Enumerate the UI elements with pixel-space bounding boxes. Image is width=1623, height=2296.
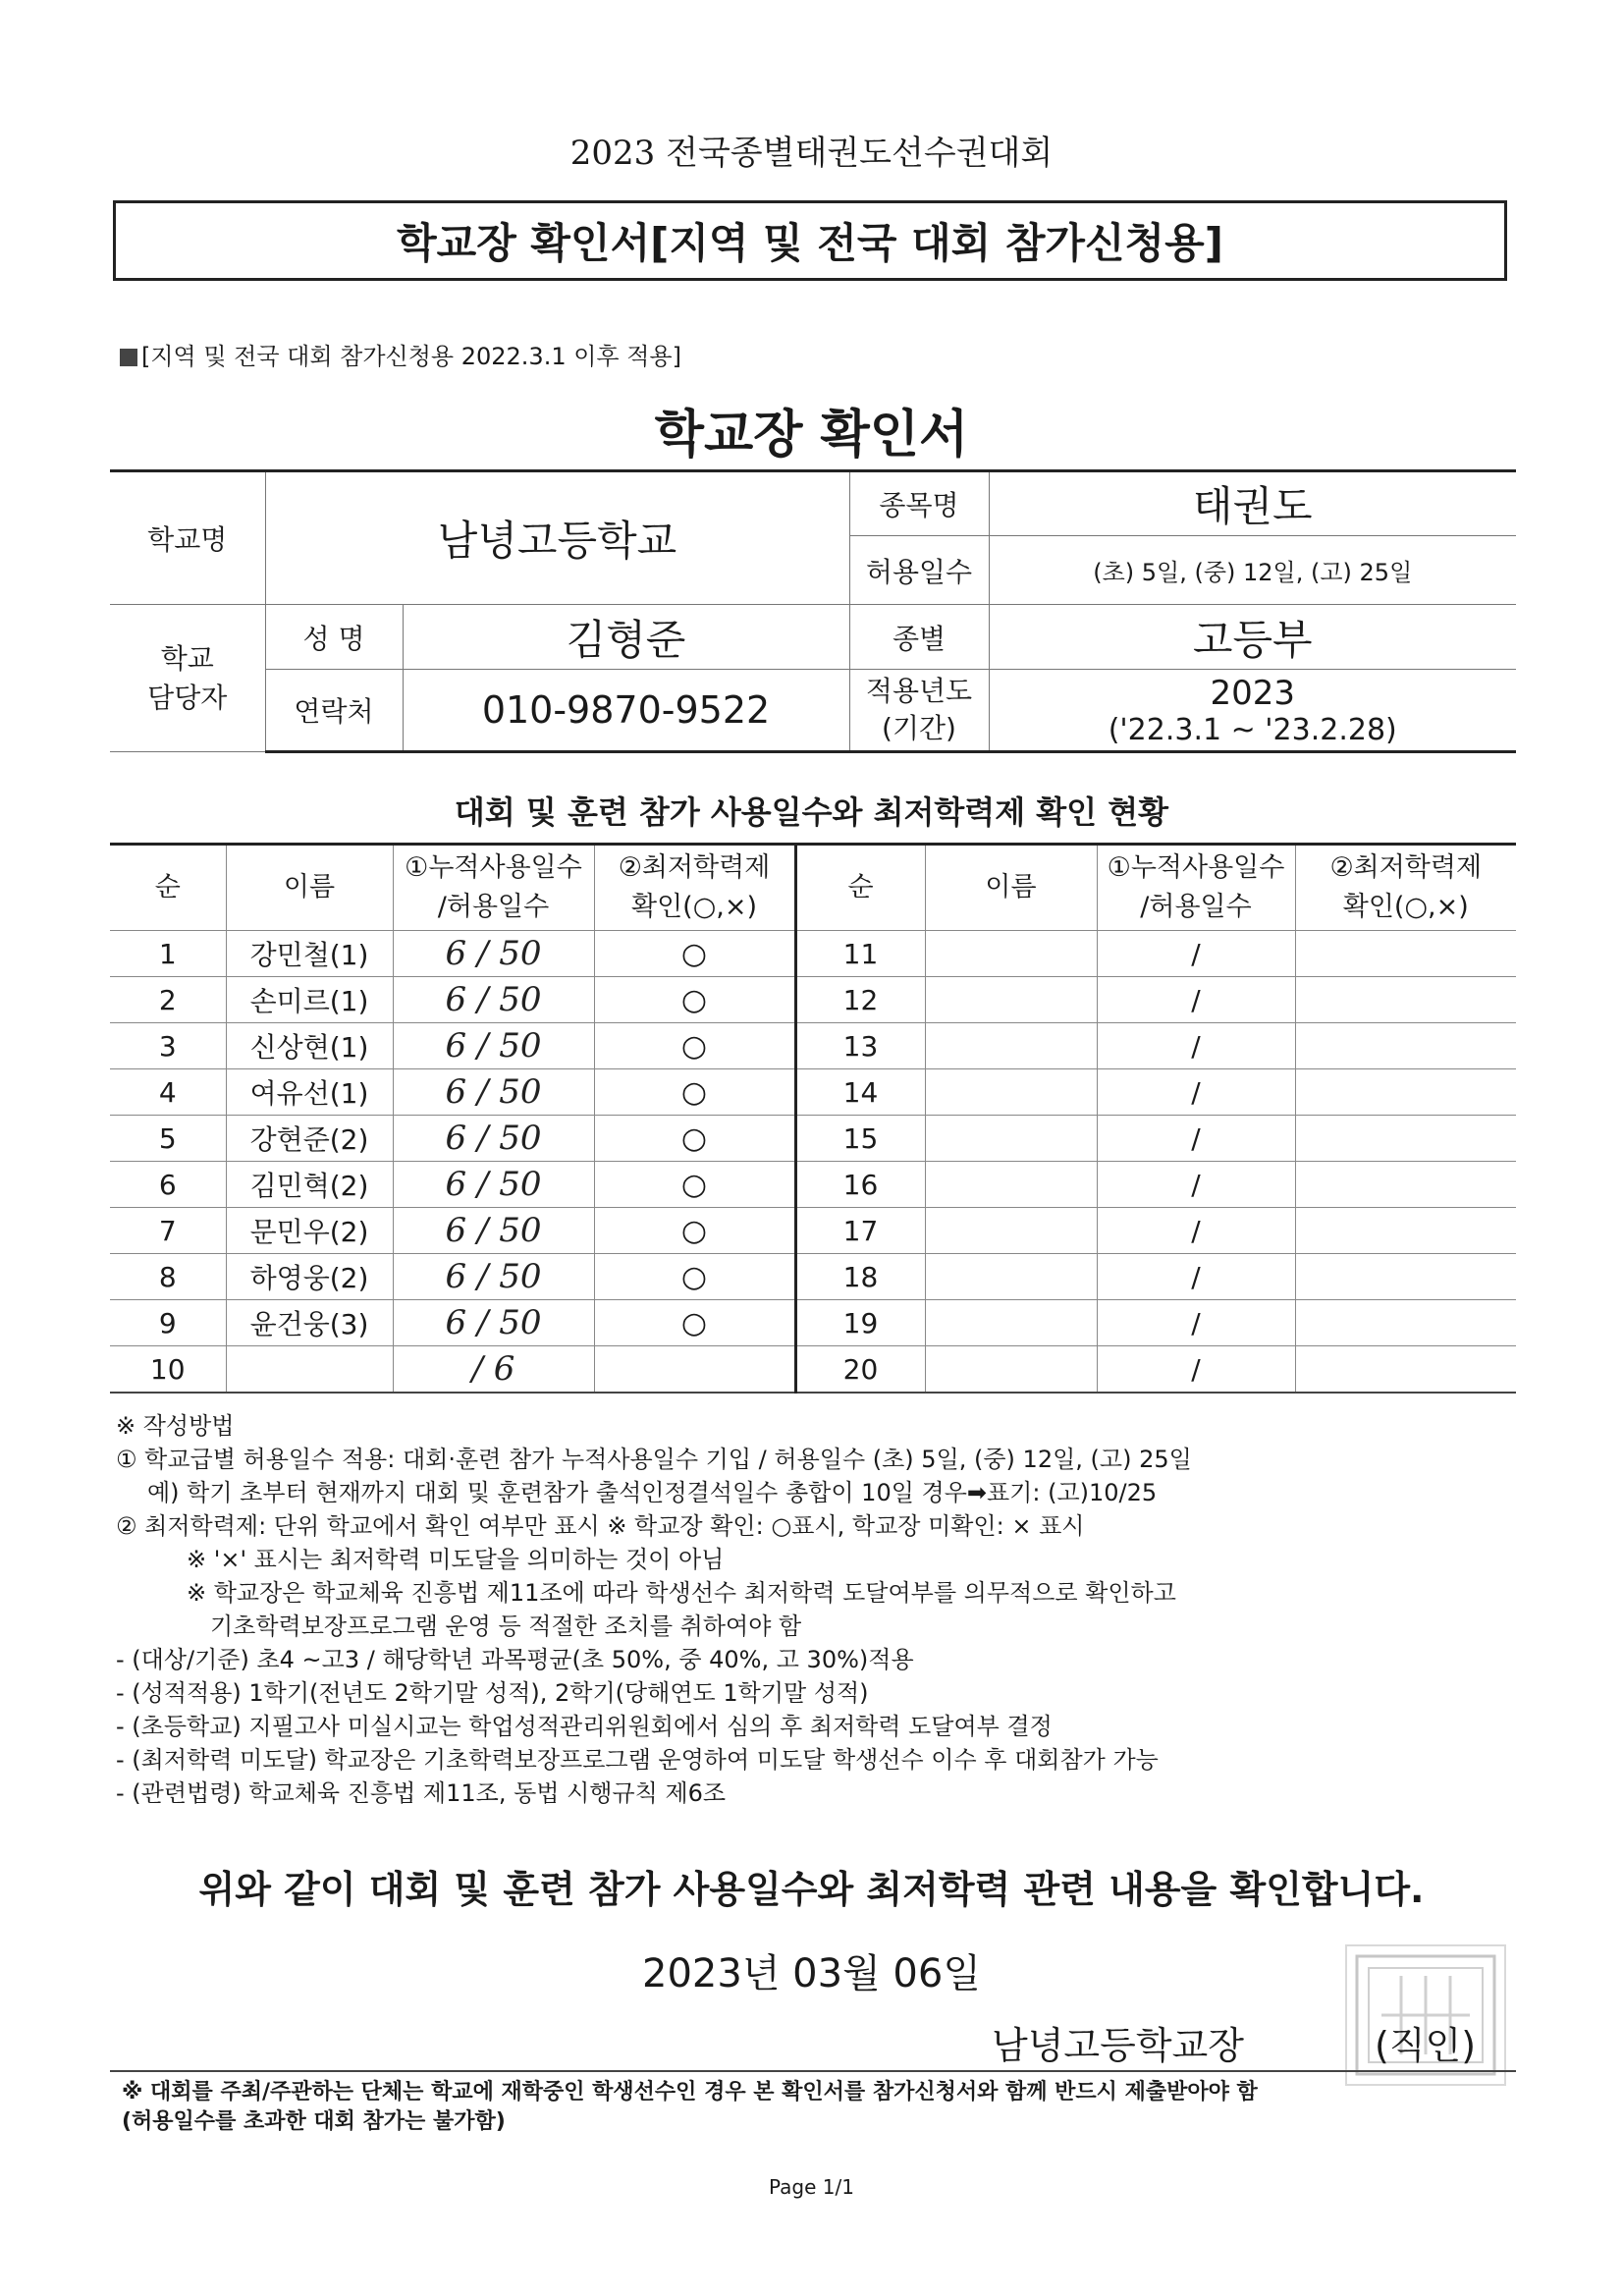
row-name-right (925, 931, 1097, 977)
table-row (110, 1162, 1516, 1208)
col-days (393, 845, 594, 931)
row-days-right: / (1097, 1162, 1295, 1208)
table-row (110, 1300, 1516, 1346)
col-days-line1: ①누적사용일수 (405, 852, 582, 883)
col-days-right (1097, 845, 1295, 931)
contact-group-label: 학교 담당자 (110, 605, 265, 752)
row-no-right: 17 (795, 1208, 925, 1254)
col-grade-line2: 확인(○,×) (631, 892, 757, 922)
row-no-right: 14 (795, 1069, 925, 1116)
row-check: ○ (594, 977, 795, 1023)
row-name (226, 1346, 393, 1394)
row-days: 6 / 50 (393, 1116, 594, 1162)
row-check: ○ (594, 1116, 795, 1162)
row-name: 윤건웅(3) (226, 1300, 393, 1346)
row-no: 8 (110, 1254, 226, 1300)
row-name-right (925, 1069, 1097, 1116)
document-title: 학교장 확인서 (654, 406, 969, 465)
table-row (110, 1346, 1516, 1394)
row-check: ○ (594, 1208, 795, 1254)
allowed-days-label: 허용일수 (849, 536, 989, 605)
row-name-right (925, 1254, 1097, 1300)
footnote-line-1: ※ 대회를 주최/주관하는 단체는 학교에 재학중인 학생선수인 경우 본 확인서를 참가신청서와 함께 반드시 제출받아야 함 (122, 2080, 1258, 2105)
row-name: 손미르(1) (226, 977, 393, 1023)
division-label: 종별 (849, 605, 989, 670)
row-name-right (925, 1023, 1097, 1069)
table-row (110, 931, 1516, 977)
row-check: ○ (594, 931, 795, 977)
row-no-right: 16 (795, 1162, 925, 1208)
school-value: 남녕고등학교 (265, 471, 849, 605)
row-no-right: 12 (795, 977, 925, 1023)
row-no-right: 13 (795, 1023, 925, 1069)
roster-table (110, 843, 1516, 1394)
row-name: 강현준(2) (226, 1116, 393, 1162)
row-days-right: / (1097, 1346, 1295, 1394)
row-days: 6 / 50 (393, 1300, 594, 1346)
section-title: 대회 및 훈련 참가 사용일수와 최저학력제 확인 현황 (454, 793, 1169, 831)
form-note (120, 337, 681, 371)
col-name-right: 이름 (925, 845, 1097, 931)
row-check-right (1295, 1346, 1516, 1394)
row-days: / 6 (393, 1346, 594, 1394)
row-no: 7 (110, 1208, 226, 1254)
row-days: 6 / 50 (393, 931, 594, 977)
row-check-right (1295, 1162, 1516, 1208)
col-grade-line1: ②최저학력제 (618, 852, 771, 883)
year-value: 2023 (1210, 673, 1296, 713)
event-title: 2023 전국종별태권도선수권대회 (569, 134, 1054, 173)
instruction-line: - (최저학력 미도달) 학교장은 기초학력보장프로그램 운영하여 미도달 학생선수 이수 후 대회참가 가능 (116, 1746, 1159, 1774)
instruction-line: ※ 학교장은 학교체육 진흥법 제11조에 따라 학생선수 최저학력 도달여부를 의무적으로 확인하고 (187, 1579, 1176, 1607)
row-name-right (925, 1346, 1097, 1394)
row-name: 문민우(2) (226, 1208, 393, 1254)
instruction-line: - (초등학교) 지필고사 미실시교는 학업성적관리위원회에서 심의 후 최저학력 도달여부 결정 (116, 1713, 1053, 1740)
row-check: ○ (594, 1254, 795, 1300)
footnote (122, 2078, 1516, 2137)
row-check: ○ (594, 1300, 795, 1346)
row-no: 6 (110, 1162, 226, 1208)
row-days: 6 / 50 (393, 1254, 594, 1300)
instructions (116, 1409, 1510, 1810)
row-no: 9 (110, 1300, 226, 1346)
phone-label: 연락처 (265, 670, 403, 752)
row-no-right: 19 (795, 1300, 925, 1346)
col-days-right-line1: ①누적사용일수 (1107, 852, 1285, 883)
instruction-line: ① 학교급별 허용일수 적용: 대회·훈련 참가 누적사용일수 기입 / 허용일수 (초) 5일, (중) 12일, (고) 25일 (116, 1446, 1192, 1473)
row-no-right: 18 (795, 1254, 925, 1300)
period-value: ('22.3.1 ~ '23.2.28) (1108, 712, 1397, 747)
row-name: 여유선(1) (226, 1069, 393, 1116)
row-check-right (1295, 977, 1516, 1023)
col-grade-right-line1: ②최저학력제 (1329, 852, 1483, 883)
row-no: 1 (110, 931, 226, 977)
row-check-right (1295, 1300, 1516, 1346)
form-note-text: [지역 및 전국 대회 참가신청용 2022.3.1 이후 적용] (141, 343, 681, 370)
header-box-text: 학교장 확인서[지역 및 전국 대회 참가신청용] (397, 219, 1223, 267)
row-check-right (1295, 931, 1516, 977)
row-name-right (925, 1162, 1097, 1208)
row-name-right (925, 1116, 1097, 1162)
row-name: 강민철(1) (226, 931, 393, 977)
allowed-days-value: (초) 5일, (중) 12일, (고) 25일 (989, 536, 1516, 605)
instruction-line: - (성적적용) 1학기(전년도 2학기말 성적), 2학기(당해연도 1학기말 성적) (116, 1679, 869, 1707)
row-days: 6 / 50 (393, 1069, 594, 1116)
row-days-right: / (1097, 1023, 1295, 1069)
table-row (110, 1023, 1516, 1069)
row-days-right: / (1097, 931, 1295, 977)
row-check: ○ (594, 1023, 795, 1069)
name-label: 성 명 (265, 605, 403, 670)
table-row (110, 1116, 1516, 1162)
col-grade (594, 845, 795, 931)
col-grade-right-line2: 확인(○,×) (1342, 892, 1469, 922)
col-days-line2: /허용일수 (437, 892, 550, 922)
roster-body (110, 931, 1516, 1394)
seal-label: (직인) (1375, 2024, 1477, 2067)
row-days: 6 / 50 (393, 977, 594, 1023)
instruction-line: - (관련법령) 학교체육 진흥법 제11조, 동법 시행규칙 제6조 (116, 1779, 727, 1807)
row-name: 하영웅(2) (226, 1254, 393, 1300)
row-no: 4 (110, 1069, 226, 1116)
row-no: 2 (110, 977, 226, 1023)
row-no: 5 (110, 1116, 226, 1162)
row-days: 6 / 50 (393, 1023, 594, 1069)
col-name: 이름 (226, 845, 393, 931)
row-check-right (1295, 1208, 1516, 1254)
row-check-right (1295, 1254, 1516, 1300)
sport-label: 종목명 (849, 471, 989, 536)
info-table (110, 469, 1516, 753)
school-label: 학교명 (110, 471, 265, 605)
name-value: 김형준 (403, 605, 849, 670)
row-name: 김민혁(2) (226, 1162, 393, 1208)
instruction-line: ※ 작성방법 (116, 1412, 235, 1440)
col-days-right-line2: /허용일수 (1140, 892, 1252, 922)
confirmation-statement: 위와 같이 대회 및 훈련 참가 사용일수와 최저학력 관련 내용을 확인합니다. (198, 1868, 1425, 1911)
row-days-right: / (1097, 1069, 1295, 1116)
row-name-right (925, 977, 1097, 1023)
year-cell (989, 670, 1516, 752)
instruction-line: ※ '×' 표시는 최저학력 미도달을 의미하는 것이 아님 (187, 1546, 725, 1573)
row-days-right: / (1097, 1300, 1295, 1346)
row-days-right: / (1097, 1116, 1295, 1162)
phone-value: 010-9870-9522 (403, 670, 849, 752)
instruction-line: 예) 학기 초부터 현재까지 대회 및 훈련참가 출석인정결석일수 총합이 10일 경우➡표기: (고)10/25 (147, 1479, 1158, 1506)
row-name-right (925, 1208, 1097, 1254)
principal-name: 남녕고등학교장 (992, 2024, 1244, 2067)
table-row (110, 1069, 1516, 1116)
row-days-right: / (1097, 1254, 1295, 1300)
row-check: ○ (594, 1069, 795, 1116)
col-grade-right (1295, 845, 1516, 931)
square-bullet-icon (120, 349, 137, 366)
table-row (110, 977, 1516, 1023)
footnote-line-2: (허용일수를 초과한 대회 참가는 불가함) (122, 2109, 506, 2134)
header-box-title (113, 200, 1507, 281)
row-days-right: / (1097, 977, 1295, 1023)
col-no: 순 (110, 845, 226, 931)
instruction-line: 기초학력보장프로그램 운영 등 적절한 조치를 취하여야 함 (210, 1613, 802, 1640)
row-no-right: 20 (795, 1346, 925, 1394)
instruction-line: ② 최저학력제: 단위 학교에서 확인 여부만 표시 ※ 학교장 확인: ○표시, 학교장 미확인: × 표시 (116, 1512, 1085, 1540)
row-no: 10 (110, 1346, 226, 1394)
row-check-right (1295, 1069, 1516, 1116)
footnote-divider (110, 2070, 1516, 2072)
table-row (110, 1208, 1516, 1254)
row-check-right (1295, 1023, 1516, 1069)
row-name: 신상현(1) (226, 1023, 393, 1069)
col-no-right: 순 (795, 845, 925, 931)
table-row (110, 1254, 1516, 1300)
row-name-right (925, 1300, 1097, 1346)
row-check: ○ (594, 1162, 795, 1208)
year-label: 적용년도 (기간) (849, 670, 989, 752)
issue-date: 2023년 03월 06일 (642, 1951, 981, 1996)
row-no-right: 15 (795, 1116, 925, 1162)
instruction-line: - (대상/기준) 초4 ~고3 / 해당학년 과목평균(초 50%, 중 40%, 고 30%)적용 (116, 1646, 914, 1673)
page-number: Page 1/1 (769, 2175, 854, 2199)
row-days: 6 / 50 (393, 1162, 594, 1208)
row-days: 6 / 50 (393, 1208, 594, 1254)
row-no: 3 (110, 1023, 226, 1069)
row-check (594, 1346, 795, 1394)
row-days-right: / (1097, 1208, 1295, 1254)
row-no-right: 11 (795, 931, 925, 977)
sport-value: 태권도 (989, 471, 1516, 536)
division-value: 고등부 (989, 605, 1516, 670)
row-check-right (1295, 1116, 1516, 1162)
